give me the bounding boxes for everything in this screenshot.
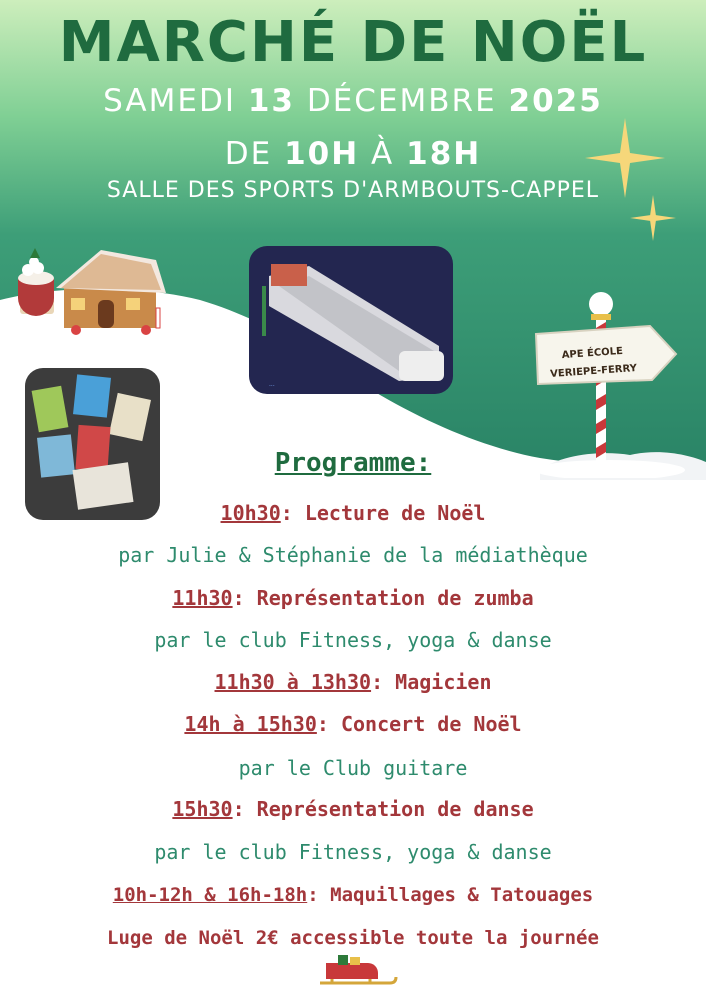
entry-title: Concert de Noël [340,712,522,736]
entry-time: 14h à 15h30 [184,712,317,736]
program-footer: Luge de Noël 2€ accessible toute la journée [107,927,599,949]
program-entry-2: 11h30: Représentation de zumba [172,586,534,610]
event-venue: SALLE DES SPORTS D'ARMBOUTS-CAPPEL [106,178,600,203]
program-heading: Programme: [274,448,432,478]
entry-title: Représentation de zumba [256,586,534,610]
date-month: DÉCEMBRE [306,83,497,119]
signpost-text [537,341,649,385]
books-photo [25,368,160,520]
page-title: MARCHÉ DE NOËL [58,10,648,75]
date-prefix: SAMEDI [103,83,236,119]
program-entry-5-by: par le club Fitness, yoga & danse [154,840,552,864]
hours-end: 18H [406,136,482,172]
gingerbread-house-icon [6,238,181,348]
hours-sep: À [371,136,395,172]
entry-time: 11h30 [172,586,233,610]
entry-title: Magicien [395,670,492,694]
program-entry-4-by: par le Club guitare [238,756,468,780]
entry-time: 10h-12h & 16h-18h [112,884,308,906]
entry-time: 10h30 [220,501,281,525]
sparkle-star-icon [585,118,665,198]
sleigh-icon [316,953,398,993]
program-entry-5: 15h30: Représentation de danse [172,797,534,821]
program-entry-4: 14h à 15h30: Concert de Noël [184,712,522,736]
signpost-line-2: VERIEPE-FERRY [549,362,638,380]
hours-start: 10H [284,136,360,172]
inflatable-slide-photo [249,246,453,394]
entry-time: 11h30 à 13h30 [214,670,372,694]
program-entry-2-by: par le club Fitness, yoga & danse [154,628,552,652]
program-entry-6: 10h-12h & 16h-18h: Maquillages & Tatouages [112,884,594,906]
entry-title: Lecture de Noël [304,501,486,525]
entry-title: Maquillages & Tatouages [330,884,594,906]
program-entry-3: 11h30 à 13h30: Magicien [214,670,492,694]
date-year: 2025 [508,83,603,119]
hours-prefix: DE [224,136,273,172]
program-entry-1-by: par Julie & Stéphanie de la médiathèque [118,543,588,567]
svg-text:...: ... [269,381,275,388]
entry-time: 15h30 [172,797,233,821]
program-entry-1: 10h30: Lecture de Noël [220,501,486,525]
date-day: 13 [247,83,295,119]
event-date [0,82,706,120]
sparkle-star-icon [630,195,676,241]
entry-title: Représentation de danse [256,797,534,821]
signpost-line-1: APE ÉCOLE [561,345,624,362]
